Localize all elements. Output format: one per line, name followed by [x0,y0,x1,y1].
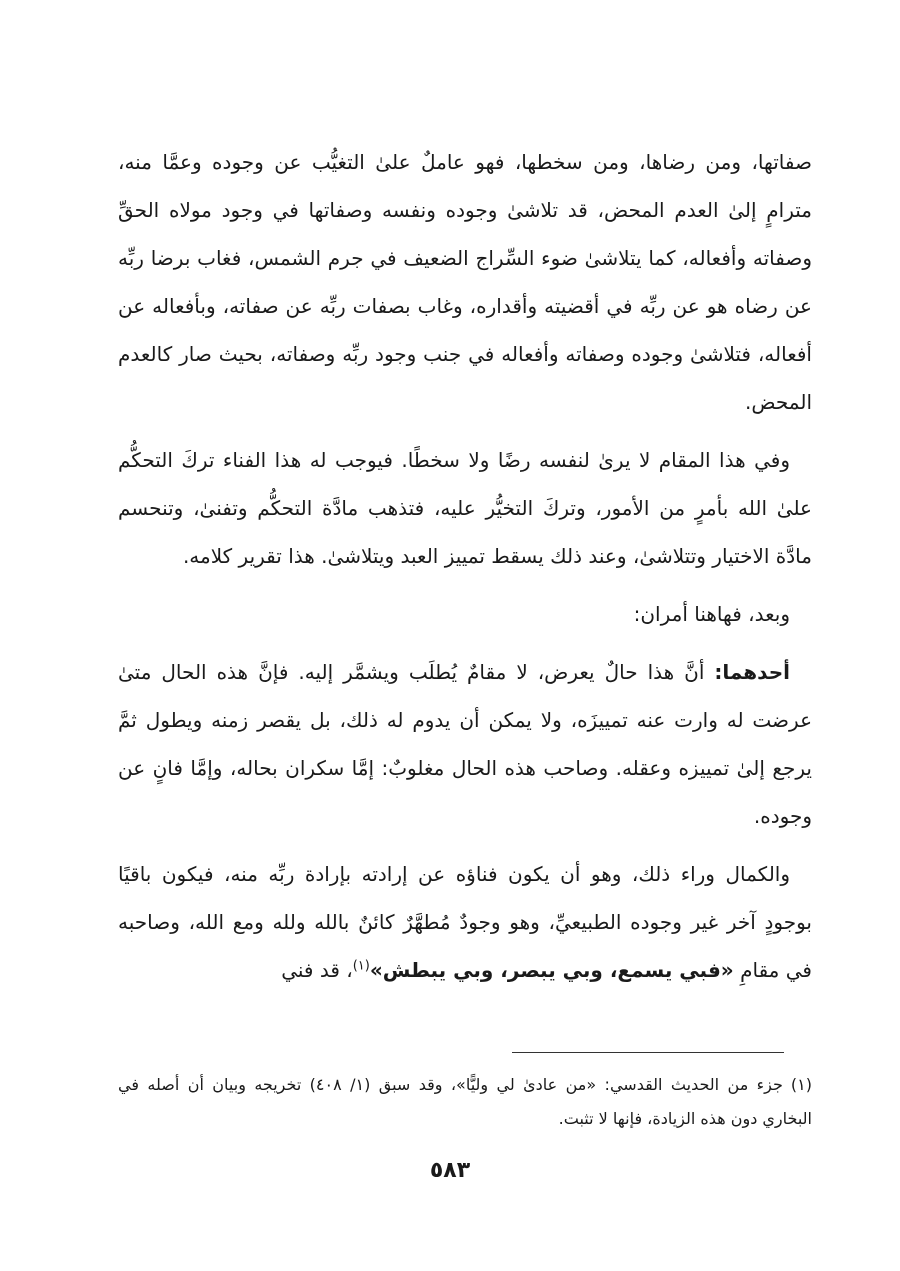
hadith-quote: «فبي يسمع، وبي يبصر، وبي يبطش» [369,958,734,982]
footnote-text: جزء من الحديث القدسي: «من عادىٰ لي وليًّا»، وقد سبق (١/ ٤٠٨) تخريجه وبيان أن أصله في البخاري دون هذه الزيادة، فإنها لا تثبت. [118,1075,812,1128]
paragraph-4-lead: أحدهما: [714,660,790,684]
main-text [118,138,812,994]
paragraph-5-text-b: ، قد فني [281,958,353,982]
paragraph-5-text-a: والكمال وراء ذلك، وهو أن يكون فناؤه عن إرادته بإرادة ربِّه منه، فيكون باقيًا بوجودٍ آخر غير وجوده الطبيعيِّ، وهو وجودٌ مُطهَّرٌ كائنٌ بالله ولله ومع الله، وصاحبه في مقامِ [118,862,812,982]
footnote-ref: (١) [352,958,370,974]
paragraph-3: وبعد، فهاهنا أمران: [633,602,790,626]
paragraph-4 [118,648,812,840]
paragraph-5 [118,850,812,994]
footnote-number: (١) [790,1075,812,1094]
footnote-divider [512,1052,784,1053]
footnote [118,1068,812,1136]
paragraph-4-text: أنَّ هذا حالٌ يعرض، لا مقامٌ يُطلَب ويشمَّر إليه. فإنَّ هذه الحال متىٰ عرضت له وارت عنه تمييزَه، ولا يمكن أن يدوم له ذلك، بل يقصر زمنه ويطول ثمَّ يرجع إلىٰ تمييزه وعقله. وصاحب هذه الحال مغلوبٌ: إمَّا سكران بحاله، وإمَّا فانٍ عن وجوده. [118,660,812,828]
page-number: ٥٨٣ [429,1158,471,1183]
paragraph-1: صفاتها، ومن رضاها، ومن سخطها، فهو عاملٌ علىٰ التغيُّب عن وجوده وعمَّا منه، مترامٍ إلىٰ العدم المحض، قد تلاشىٰ وجوده ونفسه وصفاتها في وجود مولاه الحقِّ وصفاته وأفعاله، كما يتلاشىٰ ضوء السِّراج الضعيف في جرم الشمس، فغاب برضا ربِّه عن رضاه هو عن ربِّه في أقضيته وأقداره، وغاب بصفات ربِّه عن صفاته، وبأفعاله عن أفعاله، فتلاشىٰ وجوده وصفاته وأفعاله في جنب وجود ربِّه وصفاته، بحيث صار كالعدم المحض. [118,150,812,414]
paragraph-2: وفي هذا المقام لا يرىٰ لنفسه رضًا ولا سخطًا. فيوجب له هذا الفناء تركَ التحكُّم علىٰ الله بأمرٍ من الأمور، وتركَ التخيُّر عليه، فتذهب مادَّة التحكُّم وتفنىٰ، وتنحسم مادَّة الاختيار وتتلاشىٰ، وعند ذلك يسقط تمييز العبد ويتلاشىٰ. هذا تقرير كلامه. [118,448,812,568]
